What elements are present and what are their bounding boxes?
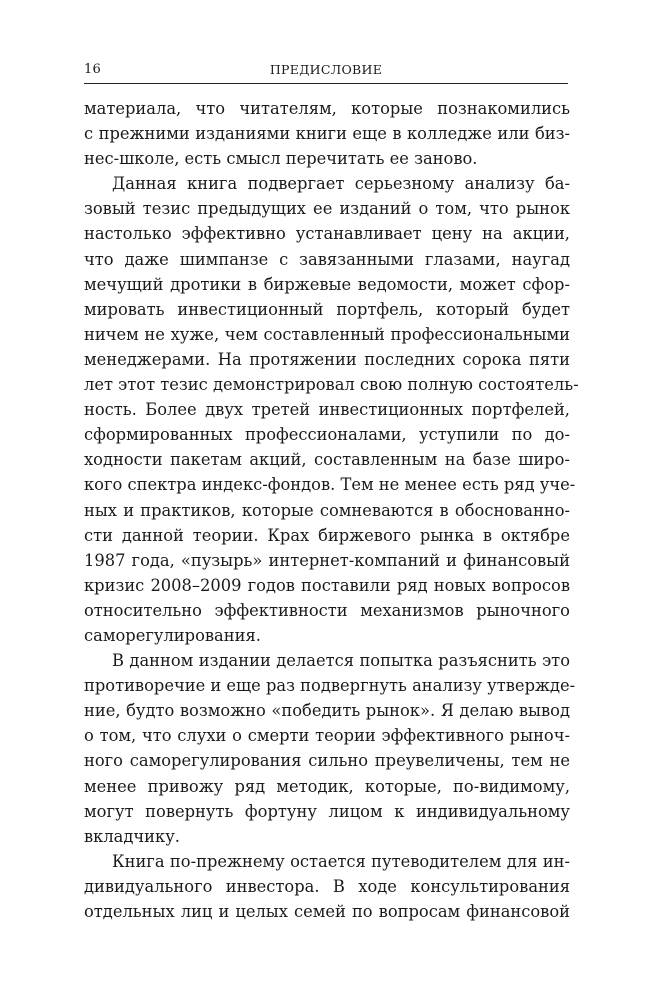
text-line: Данная книга подвергает серьезному анализу ба- (112, 174, 570, 194)
text-line: ние, будто возможно «победить рынок». Я делаю вывод (84, 701, 570, 721)
running-title: ПРЕДИСЛОВИЕ (269, 62, 383, 77)
text-line: менеджерами. На протяжении последних сорока пяти (84, 349, 570, 369)
text-line: материала, что читателям, которые познакомились (84, 99, 570, 118)
text-line: относительно эффективности механизмов рыночного (84, 600, 570, 620)
text-line: 1987 года, «пузырь» интернет-компаний и финансовый (84, 550, 570, 570)
page-header (84, 62, 568, 84)
text-line: отдельных лиц и целых семей по вопросам финансовой (84, 902, 570, 921)
text-line: В данном издании делается попытка разъяснить это (112, 651, 570, 671)
page-number: 16 (84, 62, 101, 77)
text-line: дивидуального инвестора. В ходе консультирования (84, 876, 570, 896)
text-line: ного саморегулирования сильно преувеличены, тем не (84, 751, 570, 771)
text-line: ничем не хуже, чем составленный профессиональными (84, 324, 570, 344)
text-line: о том, что слухи о смерти теории эффективного рыноч- (84, 726, 570, 746)
text-line: ных и практиков, которые сомневаются в обоснованно- (84, 500, 570, 520)
text-line: нес-школе, есть смысл перечитать ее заново. (84, 149, 478, 169)
text-line: противоречие и еще раз подвергнуть анализу утвержде- (84, 676, 576, 696)
text-line: сти данной теории. Крах биржевого рынка в октябре (84, 525, 570, 545)
text-line: с прежними изданиями книги еще в колледже или биз- (84, 124, 570, 144)
text-line: мечущий дротики в биржевые ведомости, может сфор- (84, 274, 570, 294)
text-line: ность. Более двух третей инвестиционных портфелей, (84, 400, 570, 420)
text-line: кого спектра индекс-фондов. Тем не менее есть ряд уче- (84, 475, 576, 495)
header-rule (84, 83, 568, 84)
text-line: что даже шимпанзе с завязанными глазами, наугад (84, 249, 570, 269)
body-text (84, 96, 579, 924)
text-line: вкладчику. (84, 826, 180, 846)
text-line: лет этот тезис демонстрировал свою полную состоятель- (84, 375, 579, 395)
text-line: могут повернуть фортуну лицом к индивидуальному (84, 801, 570, 821)
text-line: сформированных профессионалами, уступили по до- (84, 425, 570, 445)
text-line: саморегулирования. (84, 625, 261, 645)
text-line: ходности пакетам акций, составленным на базе широ- (84, 450, 570, 470)
text-line: настолько эффективно устанавливает цену на акции, (84, 224, 570, 244)
text-line: Книга по-прежнему остается путеводителем для ин- (112, 851, 570, 871)
text-line: зовый тезис предыдущих ее изданий о том, что рынок (84, 199, 570, 219)
text-line: менее привожу ряд методик, которые, по-видимому, (84, 776, 570, 796)
text-line: кризис 2008–2009 годов поставили ряд новых вопросов (84, 575, 570, 595)
text-line: мировать инвестиционный портфель, который будет (84, 299, 570, 319)
